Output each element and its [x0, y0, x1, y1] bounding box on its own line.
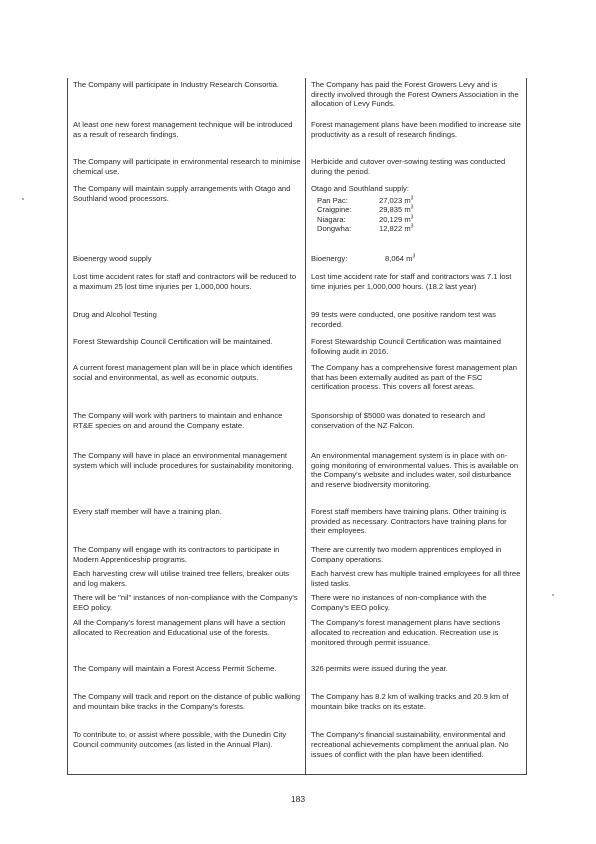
commitment-cell: The Company will have in place an environmental management system which will include procedures for sustainability monitoring. [68, 449, 306, 505]
outcome-cell: The Company's forest management plans have sections allocated to recreation and education. Recreation use is monitored through permit issuance. [306, 616, 527, 662]
outcome-cell: Forest staff members have training plans. Other training is provided as necessary. Contractors have training plans for their employees. [306, 505, 527, 543]
table-row [68, 591, 527, 616]
table-row [68, 118, 527, 155]
outcome-cell: Herbicide and cutover over-sowing testing was conducted during the period. [306, 155, 527, 182]
table-row [68, 308, 527, 335]
commitment-cell: The Company will maintain supply arrangements with Otago and Southland wood processors. [68, 182, 306, 252]
supply-value: 20,129 $m^3$ [379, 214, 414, 224]
supply-value: 27,023 $m^3$ [379, 195, 414, 205]
commitment-cell: The Company will participate in environmental research to minimise chemical use. [68, 155, 306, 182]
supply-value: 29,835 $m^3$ [379, 204, 414, 215]
table-row [68, 361, 527, 409]
table-row [68, 449, 527, 505]
table-row [68, 616, 527, 662]
table-row [68, 182, 527, 252]
outcome-cell: There were no instances of non-compliance with the Company's EEO policy. [306, 591, 527, 616]
page-number: 183 [290, 794, 306, 804]
table-row [68, 252, 527, 270]
commitment-cell: Each harvesting crew will utilise trained tree fellers, breaker outs and log makers. [68, 567, 306, 591]
supply-name: Niagara: [317, 214, 346, 224]
table-row [68, 662, 527, 690]
commitment-cell: Every staff member will have a training plan. [68, 505, 306, 543]
outcome-cell [306, 182, 527, 252]
table-row [68, 567, 527, 591]
commitment-cell: A current forest management plan will be in place which identifies social and environmental, as well as economic outputs. [68, 361, 306, 409]
table-row [68, 690, 527, 728]
supply-name: Pan Pac: [317, 195, 348, 205]
supply-value: 12,822 $m^3$ [379, 223, 414, 234]
outcome-cell: The Company has 8.2 km of walking tracks and 20.9 km of mountain bike tracks on its estate. [306, 690, 527, 728]
table-row [68, 728, 527, 774]
bioenergy-label: Bioenergy: [311, 254, 348, 263]
commitments-table [67, 78, 527, 775]
table-row [68, 335, 527, 361]
supply-row [317, 224, 413, 234]
outcome-cell: An environmental management system is in place with on-going monitoring of environmental values. This is available on the Company's website and includes water, soil disturbance and reserve biodiversity monitoring. [306, 449, 527, 505]
commitment-cell: All the Company's forest management plans will have a section allocated to Recreation and Educational use of the forests. [68, 616, 306, 662]
outcome-cell: Sponsorship of $5000 was donated to research and conservation of the NZ Falcon. [306, 409, 527, 449]
table-row [68, 543, 527, 567]
commitment-cell: To contribute to, or assist where possible, with the Dunedin City Council community outcomes (as listed in the Annual Plan). [68, 728, 306, 774]
outcome-cell: The Company has paid the Forest Growers Levy and is directly involved through the Forest Owners Association in the allocation of Levy Funds. [306, 78, 527, 118]
scan-speck [22, 198, 24, 200]
outcome-cell: Lost time accident rate for staff and contractors was 7.1 lost time injuries per 1,000,000 hours. (18.2 last year) [306, 270, 527, 308]
commitment-cell: Drug and Alcohol Testing [68, 308, 306, 335]
supply-list [317, 196, 413, 234]
supply-row [317, 205, 413, 215]
outcome-cell: Each harvest crew has multiple trained employees for all three listed tasks. [306, 567, 527, 591]
outcome-cell: The Company's financial sustainability, environmental and recreational achievements compliment the annual plan. No issues of conflict with the plan have been identified. [306, 728, 527, 774]
commitment-cell: Bioenergy wood supply [68, 252, 306, 270]
commitment-cell: Lost time accident rates for staff and contractors will be reduced to a maximum 25 lost time injuries per 1,000,000 hours. [68, 270, 306, 308]
commitment-cell: The Company will track and report on the distance of public walking and mountain bike tracks in the Company's forests. [68, 690, 306, 728]
commitment-cell: Forest Stewardship Council Certification will be maintained. [68, 335, 306, 361]
outcome-cell: Forest Stewardship Council Certification was maintained following audit in 2016. [306, 335, 527, 361]
commitment-cell: At least one new forest management technique will be introduced as a result of research findings. [68, 118, 306, 155]
outcome-cell [306, 252, 527, 270]
outcome-cell: Forest management plans have been modified to increase site productivity as a result of research findings. [306, 118, 527, 155]
supply-name: Craigpine: [317, 205, 352, 215]
table-row [68, 505, 527, 543]
outcome-cell: 326 permits were issued during the year. [306, 662, 527, 690]
bioenergy-value: 8,064 $m^3$ [385, 253, 416, 263]
outcome-cell: 99 tests were conducted, one positive random test was recorded. [306, 308, 527, 335]
supply-row [317, 215, 413, 225]
commitment-cell: The Company will maintain a Forest Access Permit Scheme. [68, 662, 306, 690]
supply-row [317, 196, 413, 206]
supply-name: Dongwha: [317, 224, 352, 234]
supply-heading: Otago and Southland supply: [311, 184, 409, 193]
outcome-cell: There are currently two modern apprentices employed in Company operations. [306, 543, 527, 567]
commitment-cell: There will be "nil" instances of non-compliance with the Company's EEO policy. [68, 591, 306, 616]
commitment-cell: The Company will work with partners to maintain and enhance RT&E species on and around the Company estate. [68, 409, 306, 449]
outcome-cell: The Company has a comprehensive forest management plan that has been externally audited as part of the FSC certification process. This covers all forest areas. [306, 361, 527, 409]
table-row [68, 409, 527, 449]
commitment-cell: The Company will engage with its contractors to participate in Modern Apprenticeship programs. [68, 543, 306, 567]
table-row [68, 155, 527, 182]
scan-speck [552, 594, 554, 596]
commitment-cell: The Company will participate in Industry Research Consortia. [68, 78, 306, 118]
table-row [68, 270, 527, 308]
table-row [68, 78, 527, 118]
